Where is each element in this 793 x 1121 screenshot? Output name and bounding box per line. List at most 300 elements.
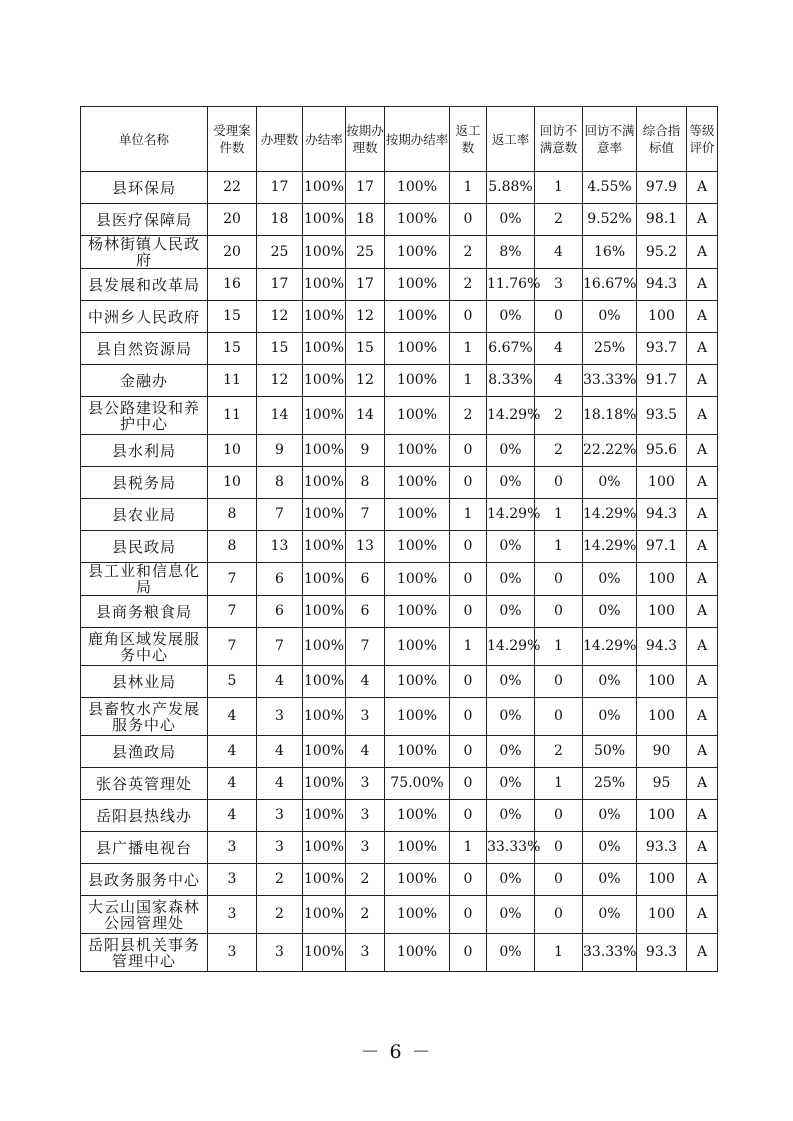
table-cell: 10 bbox=[208, 435, 257, 467]
table-cell: 100% bbox=[303, 698, 346, 736]
table-cell: 14.29% bbox=[583, 499, 637, 531]
table-cell: 22 bbox=[208, 172, 257, 204]
table-cell: 100% bbox=[303, 333, 346, 365]
table-cell: A bbox=[687, 204, 718, 236]
table-cell: 2 bbox=[346, 896, 385, 934]
unit-name-cell: 县民政局 bbox=[81, 531, 208, 563]
table-cell: 14.29% bbox=[487, 628, 535, 666]
table-cell: 100% bbox=[303, 172, 346, 204]
table-cell: 100% bbox=[303, 499, 346, 531]
unit-name-cell: 岳阳县热线办 bbox=[81, 800, 208, 832]
unit-name-cell: 县政务服务中心 bbox=[81, 864, 208, 896]
table-cell: 8 bbox=[208, 531, 257, 563]
table-cell: 0 bbox=[450, 864, 487, 896]
table-cell: 13 bbox=[346, 531, 385, 563]
table-cell: 8 bbox=[257, 467, 303, 499]
table-cell: 33.33% bbox=[583, 365, 637, 397]
table-cell: 94.3 bbox=[637, 269, 687, 301]
table-cell: 0% bbox=[487, 896, 535, 934]
table-cell: 4 bbox=[208, 736, 257, 768]
table-cell: 3 bbox=[257, 934, 303, 972]
unit-name-cell: 县发展和改革局 bbox=[81, 269, 208, 301]
table-cell: 0 bbox=[450, 698, 487, 736]
table-cell: 6 bbox=[346, 596, 385, 628]
table-cell: 25% bbox=[583, 333, 637, 365]
table-cell: 0% bbox=[487, 736, 535, 768]
table-cell: 14 bbox=[257, 397, 303, 435]
table-cell: 100% bbox=[385, 698, 450, 736]
table-cell: 0 bbox=[450, 563, 487, 596]
table-cell: 11 bbox=[208, 365, 257, 397]
table-cell: A bbox=[687, 832, 718, 864]
table-cell: 3 bbox=[346, 832, 385, 864]
table-cell: 100% bbox=[385, 236, 450, 269]
table-cell: 4 bbox=[346, 666, 385, 698]
table-cell: 4 bbox=[208, 698, 257, 736]
table-cell: 7 bbox=[208, 563, 257, 596]
table-row bbox=[81, 934, 718, 972]
table-cell: 100 bbox=[637, 800, 687, 832]
table-row bbox=[81, 397, 718, 435]
unit-name-cell: 中洲乡人民政府 bbox=[81, 301, 208, 333]
table-cell: 4 bbox=[257, 768, 303, 800]
table-cell: 100% bbox=[303, 269, 346, 301]
page-number: － 6 － bbox=[360, 1041, 433, 1063]
table-cell: 7 bbox=[208, 596, 257, 628]
table-cell: 12 bbox=[257, 365, 303, 397]
table-cell: 100% bbox=[303, 864, 346, 896]
table-cell: 11 bbox=[208, 397, 257, 435]
table-row bbox=[81, 666, 718, 698]
table-cell: 2 bbox=[535, 736, 583, 768]
table-cell: 0% bbox=[583, 467, 637, 499]
table-cell: 16 bbox=[208, 269, 257, 301]
table-cell: 2 bbox=[450, 236, 487, 269]
table-cell: 1 bbox=[535, 531, 583, 563]
table-cell: 25 bbox=[346, 236, 385, 269]
column-header: 按期办理数 bbox=[346, 107, 385, 172]
table-cell: 95.2 bbox=[637, 236, 687, 269]
table-cell: 0 bbox=[535, 596, 583, 628]
table-cell: 100% bbox=[385, 864, 450, 896]
column-header: 返工数 bbox=[450, 107, 487, 172]
table-cell: A bbox=[687, 467, 718, 499]
table-row bbox=[81, 365, 718, 397]
table-cell: 93.7 bbox=[637, 333, 687, 365]
table-cell: A bbox=[687, 333, 718, 365]
table-cell: 7 bbox=[257, 628, 303, 666]
table-cell: A bbox=[687, 596, 718, 628]
table-cell: 18.18% bbox=[583, 397, 637, 435]
table-cell: 1 bbox=[450, 499, 487, 531]
table-cell: 50% bbox=[583, 736, 637, 768]
table-cell: 0% bbox=[583, 800, 637, 832]
table-cell: 93.3 bbox=[637, 832, 687, 864]
table-cell: 4 bbox=[535, 333, 583, 365]
table-cell: 0% bbox=[487, 698, 535, 736]
table-cell: 100% bbox=[385, 269, 450, 301]
table-cell: 0 bbox=[535, 698, 583, 736]
table-cell: 97.1 bbox=[637, 531, 687, 563]
table-cell: 100% bbox=[385, 666, 450, 698]
table-cell: 93.3 bbox=[637, 934, 687, 972]
unit-name-cell: 县税务局 bbox=[81, 467, 208, 499]
table-cell: 100% bbox=[385, 596, 450, 628]
table-cell: 100% bbox=[385, 204, 450, 236]
table-cell: 100% bbox=[303, 301, 346, 333]
table-cell: A bbox=[687, 698, 718, 736]
table-cell: 20 bbox=[208, 204, 257, 236]
table-cell: 75.00% bbox=[385, 768, 450, 800]
table-cell: 10 bbox=[208, 467, 257, 499]
unit-name-cell: 县环保局 bbox=[81, 172, 208, 204]
table-cell: 12 bbox=[346, 365, 385, 397]
table-cell: A bbox=[687, 666, 718, 698]
table-cell: 0 bbox=[450, 800, 487, 832]
unit-name-cell: 张谷英管理处 bbox=[81, 768, 208, 800]
table-cell: A bbox=[687, 172, 718, 204]
table-cell: 100% bbox=[385, 435, 450, 467]
table-cell: A bbox=[687, 934, 718, 972]
column-header: 受理案件数 bbox=[208, 107, 257, 172]
table-row bbox=[81, 204, 718, 236]
table-row bbox=[81, 768, 718, 800]
unit-name-cell: 金融办 bbox=[81, 365, 208, 397]
table-cell: 93.5 bbox=[637, 397, 687, 435]
table-cell: 1 bbox=[450, 628, 487, 666]
table-cell: 14.29% bbox=[487, 499, 535, 531]
table-cell: 0% bbox=[487, 800, 535, 832]
table-cell: 100% bbox=[303, 666, 346, 698]
table-cell: 100 bbox=[637, 563, 687, 596]
unit-name-cell: 县工业和信息化局 bbox=[81, 563, 208, 596]
table-row bbox=[81, 236, 718, 269]
table-cell: 100% bbox=[385, 628, 450, 666]
table-cell: 100 bbox=[637, 896, 687, 934]
table-cell: 3 bbox=[535, 269, 583, 301]
column-header: 回访不满意率 bbox=[583, 107, 637, 172]
table-cell: 100% bbox=[385, 800, 450, 832]
table-cell: 33.33% bbox=[583, 934, 637, 972]
table-cell: 100 bbox=[637, 666, 687, 698]
header-row bbox=[81, 107, 718, 172]
table-cell: 95.6 bbox=[637, 435, 687, 467]
table-cell: 0% bbox=[487, 934, 535, 972]
table-cell: 91.7 bbox=[637, 365, 687, 397]
table-cell: 100% bbox=[303, 832, 346, 864]
table-cell: A bbox=[687, 301, 718, 333]
table-row bbox=[81, 736, 718, 768]
table-cell: 0 bbox=[450, 467, 487, 499]
table-cell: 7 bbox=[208, 628, 257, 666]
table-cell: 100% bbox=[303, 596, 346, 628]
column-header: 办结率 bbox=[303, 107, 346, 172]
table-cell: 3 bbox=[257, 832, 303, 864]
table-cell: 100% bbox=[385, 301, 450, 333]
table-cell: 0 bbox=[535, 864, 583, 896]
table-row bbox=[81, 563, 718, 596]
unit-name-cell: 县渔政局 bbox=[81, 736, 208, 768]
table-row bbox=[81, 698, 718, 736]
table-cell: 98.1 bbox=[637, 204, 687, 236]
table-cell: 2 bbox=[257, 864, 303, 896]
table-cell: 100% bbox=[303, 800, 346, 832]
table-row bbox=[81, 467, 718, 499]
table-cell: 0 bbox=[450, 204, 487, 236]
table-cell: 0 bbox=[450, 301, 487, 333]
table-cell: 0% bbox=[487, 204, 535, 236]
table-cell: 100% bbox=[303, 934, 346, 972]
table-cell: 0% bbox=[583, 596, 637, 628]
unit-name-cell: 岳阳县机关事务管理中心 bbox=[81, 934, 208, 972]
table-cell: 0% bbox=[487, 768, 535, 800]
table-cell: 100% bbox=[385, 172, 450, 204]
table-cell: 2 bbox=[450, 269, 487, 301]
table-cell: 0 bbox=[535, 666, 583, 698]
table-cell: 14.29% bbox=[583, 531, 637, 563]
table-cell: 0% bbox=[583, 832, 637, 864]
unit-name-cell: 鹿角区域发展服务中心 bbox=[81, 628, 208, 666]
table-cell: 14.29% bbox=[583, 628, 637, 666]
table-cell: 2 bbox=[535, 435, 583, 467]
table-cell: 0 bbox=[450, 435, 487, 467]
table-cell: 7 bbox=[346, 628, 385, 666]
table-cell: 100% bbox=[385, 499, 450, 531]
table-cell: 9.52% bbox=[583, 204, 637, 236]
table-cell: 14 bbox=[346, 397, 385, 435]
table-cell: 100% bbox=[303, 365, 346, 397]
table-cell: 3 bbox=[346, 768, 385, 800]
table-cell: 12 bbox=[257, 301, 303, 333]
table-cell: 0 bbox=[535, 832, 583, 864]
table-cell: 0 bbox=[450, 768, 487, 800]
table-cell: 6 bbox=[257, 596, 303, 628]
table-cell: 18 bbox=[346, 204, 385, 236]
table-cell: 100 bbox=[637, 698, 687, 736]
column-header: 等级评价 bbox=[687, 107, 718, 172]
table-cell: 4 bbox=[535, 236, 583, 269]
table-cell: 1 bbox=[450, 365, 487, 397]
table-cell: 22.22% bbox=[583, 435, 637, 467]
table-cell: 100% bbox=[385, 333, 450, 365]
table-row bbox=[81, 864, 718, 896]
table-cell: A bbox=[687, 269, 718, 301]
table-cell: 15 bbox=[208, 333, 257, 365]
table-cell: 25 bbox=[257, 236, 303, 269]
unit-name-cell: 杨林街镇人民政府 bbox=[81, 236, 208, 269]
table-row bbox=[81, 269, 718, 301]
table-cell: 5.88% bbox=[487, 172, 535, 204]
table-row bbox=[81, 172, 718, 204]
table-cell: 0 bbox=[450, 666, 487, 698]
table-cell: 12 bbox=[346, 301, 385, 333]
table-cell: 2 bbox=[346, 864, 385, 896]
column-header: 办理数 bbox=[257, 107, 303, 172]
table-cell: A bbox=[687, 499, 718, 531]
table-cell: 13 bbox=[257, 531, 303, 563]
table-cell: 5 bbox=[208, 666, 257, 698]
table-cell: 0% bbox=[583, 666, 637, 698]
table-cell: 0 bbox=[450, 896, 487, 934]
table-cell: A bbox=[687, 864, 718, 896]
table-row bbox=[81, 628, 718, 666]
table-cell: 100 bbox=[637, 864, 687, 896]
table-row bbox=[81, 596, 718, 628]
table-cell: 15 bbox=[346, 333, 385, 365]
table-row bbox=[81, 531, 718, 563]
table-cell: 0% bbox=[487, 435, 535, 467]
table-cell: 0 bbox=[450, 736, 487, 768]
table-cell: 0% bbox=[583, 896, 637, 934]
table-cell: 97.9 bbox=[637, 172, 687, 204]
table-cell: 0 bbox=[535, 301, 583, 333]
table-row bbox=[81, 333, 718, 365]
table-cell: 8.33% bbox=[487, 365, 535, 397]
table-cell: A bbox=[687, 435, 718, 467]
table-cell: 3 bbox=[346, 800, 385, 832]
table-cell: A bbox=[687, 896, 718, 934]
table-cell: 0 bbox=[450, 531, 487, 563]
table-cell: A bbox=[687, 768, 718, 800]
table-cell: 100% bbox=[303, 628, 346, 666]
table-cell: A bbox=[687, 563, 718, 596]
table-cell: 0 bbox=[450, 596, 487, 628]
table-cell: 16.67% bbox=[583, 269, 637, 301]
table-cell: 17 bbox=[257, 269, 303, 301]
table-cell: 2 bbox=[450, 397, 487, 435]
table-row bbox=[81, 301, 718, 333]
table-cell: 7 bbox=[257, 499, 303, 531]
table-cell: 0% bbox=[583, 301, 637, 333]
column-header: 返工率 bbox=[487, 107, 535, 172]
table-cell: 100% bbox=[385, 934, 450, 972]
table-cell: 100% bbox=[385, 736, 450, 768]
unit-name-cell: 县广播电视台 bbox=[81, 832, 208, 864]
table-cell: 17 bbox=[346, 269, 385, 301]
unit-name-cell: 县自然资源局 bbox=[81, 333, 208, 365]
table-cell: 3 bbox=[208, 864, 257, 896]
column-header: 按期办结率 bbox=[385, 107, 450, 172]
table-cell: A bbox=[687, 365, 718, 397]
data-table bbox=[80, 106, 718, 972]
table-cell: 16% bbox=[583, 236, 637, 269]
table-cell: 4 bbox=[208, 800, 257, 832]
table-cell: 0% bbox=[487, 666, 535, 698]
table-cell: 11.76% bbox=[487, 269, 535, 301]
table-cell: 3 bbox=[208, 832, 257, 864]
unit-name-cell: 县公路建设和养护中心 bbox=[81, 397, 208, 435]
table-cell: 3 bbox=[208, 934, 257, 972]
table-cell: 6.67% bbox=[487, 333, 535, 365]
table-cell: 100% bbox=[303, 236, 346, 269]
table-cell: 0% bbox=[487, 864, 535, 896]
table-cell: 100% bbox=[385, 467, 450, 499]
table-cell: 3 bbox=[346, 934, 385, 972]
table-cell: A bbox=[687, 800, 718, 832]
table-cell: 100% bbox=[303, 435, 346, 467]
table-cell: 15 bbox=[208, 301, 257, 333]
table-cell: 0% bbox=[487, 596, 535, 628]
table-cell: 3 bbox=[257, 800, 303, 832]
table-cell: 90 bbox=[637, 736, 687, 768]
table-cell: 0 bbox=[535, 896, 583, 934]
table-cell: 100% bbox=[385, 832, 450, 864]
table-row bbox=[81, 435, 718, 467]
table-cell: 1 bbox=[450, 172, 487, 204]
table-cell: 100% bbox=[385, 563, 450, 596]
column-header: 回访不满意数 bbox=[535, 107, 583, 172]
table-cell: 8 bbox=[208, 499, 257, 531]
table-row bbox=[81, 800, 718, 832]
table-cell: 100% bbox=[303, 204, 346, 236]
table-cell: 100 bbox=[637, 467, 687, 499]
table-cell: 4 bbox=[257, 736, 303, 768]
table-cell: 100% bbox=[303, 563, 346, 596]
column-header: 综合指标值 bbox=[637, 107, 687, 172]
table-cell: 100% bbox=[303, 736, 346, 768]
table-cell: 0% bbox=[583, 864, 637, 896]
table-cell: 4 bbox=[346, 736, 385, 768]
table-cell: 1 bbox=[450, 832, 487, 864]
table-cell: 33.33% bbox=[487, 832, 535, 864]
table-cell: 0 bbox=[535, 467, 583, 499]
table-cell: 1 bbox=[450, 333, 487, 365]
table-row bbox=[81, 896, 718, 934]
table-cell: 14.29% bbox=[487, 397, 535, 435]
table-cell: 100% bbox=[303, 768, 346, 800]
table-cell: 94.3 bbox=[637, 628, 687, 666]
unit-name-cell: 县医疗保障局 bbox=[81, 204, 208, 236]
table-cell: 9 bbox=[346, 435, 385, 467]
table-cell: A bbox=[687, 531, 718, 563]
table-cell: 9 bbox=[257, 435, 303, 467]
unit-name-cell: 县林业局 bbox=[81, 666, 208, 698]
table-cell: 100% bbox=[385, 365, 450, 397]
table-cell: 0% bbox=[487, 301, 535, 333]
unit-name-cell: 县畜牧水产发展服务中心 bbox=[81, 698, 208, 736]
table-cell: 25% bbox=[583, 768, 637, 800]
table-cell: 100% bbox=[385, 531, 450, 563]
table-cell: 2 bbox=[535, 397, 583, 435]
table-cell: 4 bbox=[208, 768, 257, 800]
unit-name-cell: 大云山国家森林公园管理处 bbox=[81, 896, 208, 934]
column-header: 单位名称 bbox=[81, 107, 208, 172]
table-body bbox=[81, 172, 718, 972]
table-cell: 4 bbox=[257, 666, 303, 698]
table-cell: 17 bbox=[257, 172, 303, 204]
table-cell: 15 bbox=[257, 333, 303, 365]
table-cell: 2 bbox=[535, 204, 583, 236]
table-cell: 4 bbox=[535, 365, 583, 397]
table-cell: 3 bbox=[257, 698, 303, 736]
table-cell: 0 bbox=[450, 934, 487, 972]
table-cell: 0% bbox=[487, 531, 535, 563]
table-cell: 1 bbox=[535, 172, 583, 204]
table-cell: 100% bbox=[385, 896, 450, 934]
table-row bbox=[81, 832, 718, 864]
table-cell: A bbox=[687, 397, 718, 435]
table-cell: 94.3 bbox=[637, 499, 687, 531]
table-cell: 0% bbox=[583, 698, 637, 736]
unit-name-cell: 县商务粮食局 bbox=[81, 596, 208, 628]
table-cell: 6 bbox=[346, 563, 385, 596]
table-cell: 100 bbox=[637, 301, 687, 333]
table-cell: 0% bbox=[583, 563, 637, 596]
table-cell: A bbox=[687, 736, 718, 768]
unit-name-cell: 县水利局 bbox=[81, 435, 208, 467]
table-cell: 100% bbox=[385, 397, 450, 435]
table-cell: 4.55% bbox=[583, 172, 637, 204]
